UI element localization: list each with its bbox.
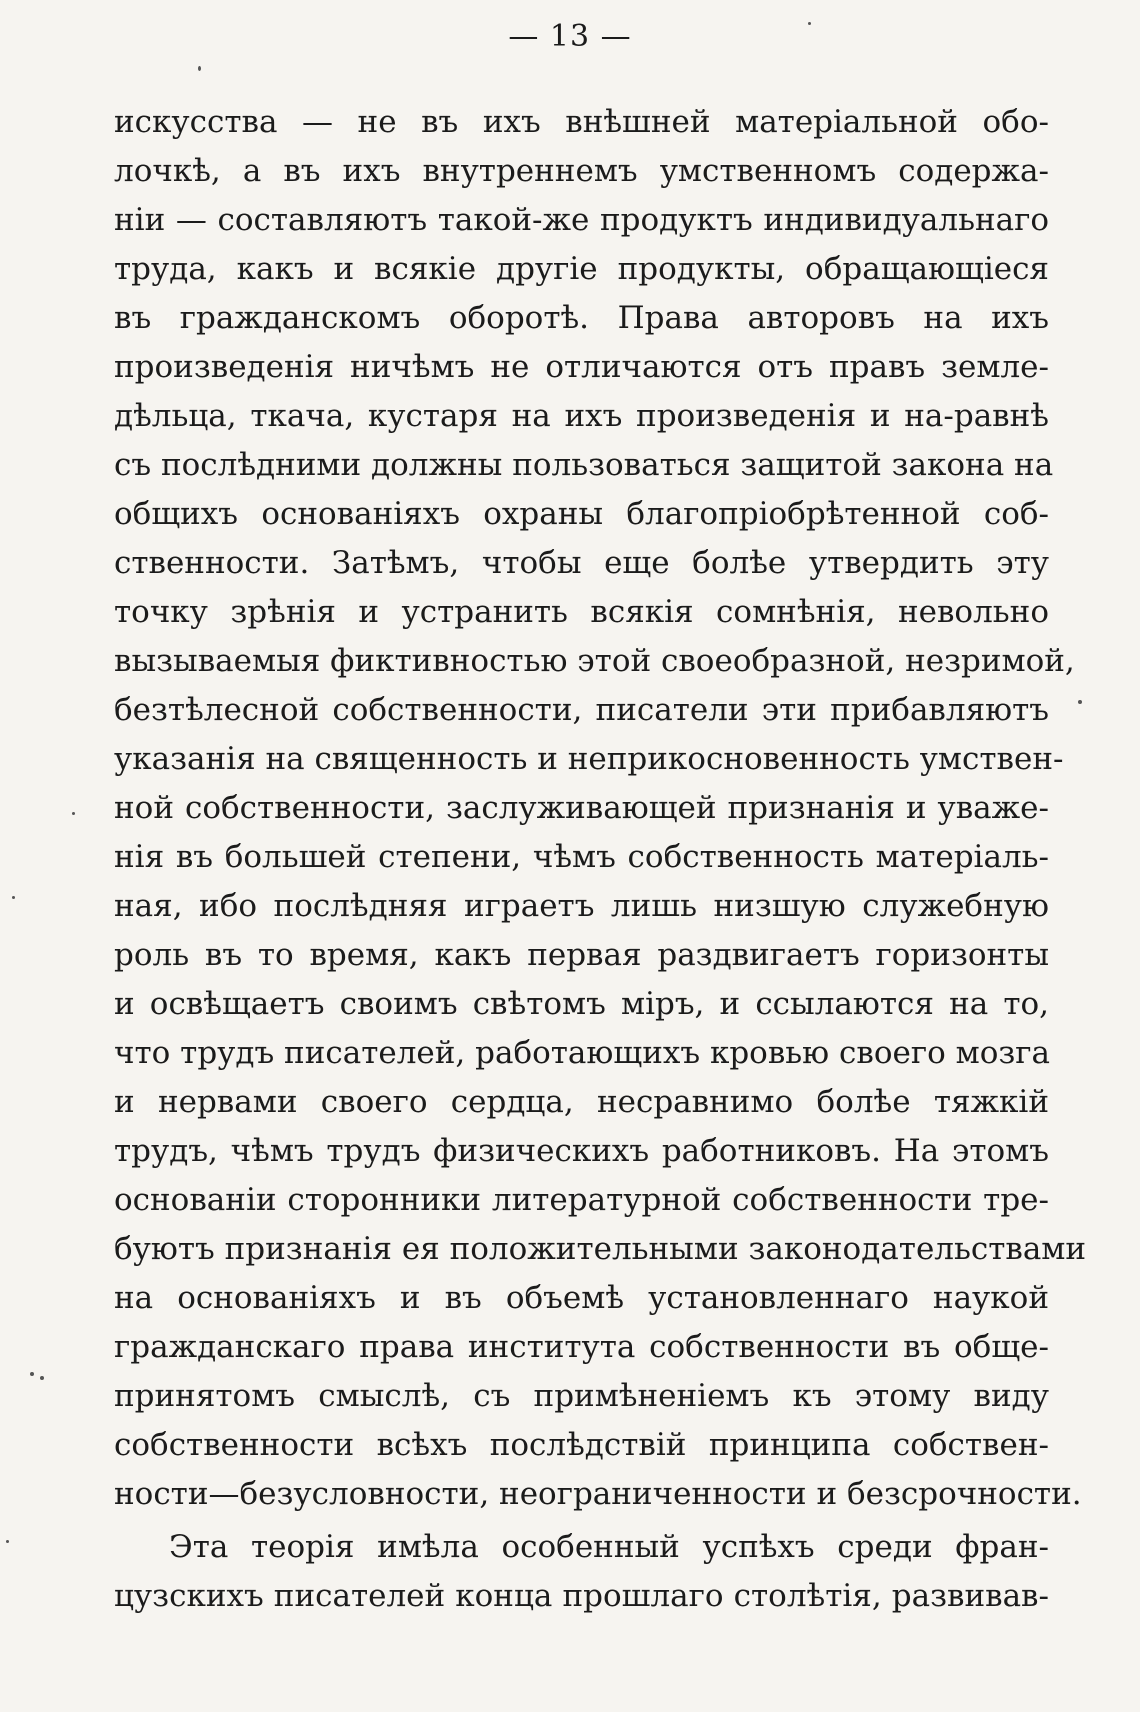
text-line: ніи — составляютъ такой-же продуктъ индивидуальнаго — [114, 202, 1049, 238]
text-line: ная, ибо послѣдняя играетъ лишь низшую служебную — [114, 888, 1049, 924]
scan-speck — [198, 66, 201, 71]
text-line: произведенія ничѣмъ не отличаются отъ правъ земле- — [114, 349, 1049, 385]
text-line: съ послѣдними должны пользоваться защитой закона на — [114, 447, 1054, 483]
text-line: общихъ основаніяхъ охраны благопріобрѣтенной соб- — [114, 496, 1049, 532]
text-line: буютъ признанія ея положительными законодательствами — [114, 1231, 1087, 1267]
body-text — [114, 98, 1087, 1621]
text-line: гражданскаго права института собственности въ обще- — [114, 1329, 1049, 1365]
text-line: основаніи сторонники литературной собственности тре- — [114, 1182, 1049, 1218]
text-line: вызываемыя фиктивностью этой своеобразной, незримой, — [114, 643, 1075, 679]
text-line: Эта теорія имѣла особенный успѣхъ среди фран- — [169, 1529, 1049, 1565]
scan-speck — [12, 896, 15, 899]
text-line: роль въ то время, какъ первая раздвигаетъ горизонты — [114, 937, 1049, 973]
text-line: трудъ, чѣмъ трудъ физическихъ работниковъ. На этомъ — [114, 1133, 1049, 1169]
text-line: нія въ большей степени, чѣмъ собственность матеріаль- — [114, 839, 1049, 875]
text-line: на основаніяхъ и въ объемѣ установленнаго наукой — [114, 1280, 1049, 1316]
text-line: ности—безусловности, неограниченности и безсрочности. — [114, 1476, 1082, 1512]
scan-speck — [1078, 700, 1082, 704]
text-line: и нервами своего сердца, несравнимо болѣе тяжкій — [114, 1084, 1049, 1120]
text-line: искусства — не въ ихъ внѣшней матеріальной обо- — [114, 104, 1049, 140]
text-line: и освѣщаетъ своимъ свѣтомъ міръ, и ссылаются на то, — [114, 986, 1049, 1022]
text-line: что трудъ писателей, работающихъ кровью своего мозга — [114, 1035, 1050, 1071]
paragraph-1 — [114, 98, 1087, 1519]
text-line: точку зрѣнія и устранить всякія сомнѣнія, невольно — [114, 594, 1049, 630]
scan-speck — [72, 812, 75, 815]
page-number: — 13 — — [508, 19, 632, 54]
text-line: лочкѣ, а въ ихъ внутреннемъ умственномъ содержа- — [114, 153, 1049, 189]
text-line: труда, какъ и всякіе другіе продукты, обращающіеся — [114, 251, 1049, 287]
scan-speck — [808, 22, 811, 25]
text-line: цузскихъ писателей конца прошлаго столѣтія, развивав- — [114, 1578, 1049, 1614]
text-line: указанія на священность и неприкосновенность умствен- — [114, 741, 1064, 777]
text-line: принятомъ смыслѣ, съ примѣненіемъ къ этому виду — [114, 1378, 1049, 1414]
scan-speck — [6, 1540, 9, 1543]
text-line: безтѣлесной собственности, писатели эти прибавляютъ — [114, 692, 1049, 728]
text-line: собственности всѣхъ послѣдствій принципа собствен- — [114, 1427, 1049, 1463]
paragraph-2 — [114, 1523, 1049, 1621]
text-line: дѣльца, ткача, кустаря на ихъ произведенія и на-равнѣ — [114, 398, 1049, 434]
text-line: въ гражданскомъ оборотѣ. Права авторовъ на ихъ — [114, 300, 1049, 336]
scan-speck — [40, 1376, 44, 1380]
text-line: ной собственности, заслуживающей признанія и уваже- — [114, 790, 1049, 826]
scan-speck — [30, 1372, 34, 1376]
text-line: ственности. Затѣмъ, чтобы еще болѣе утвердить эту — [114, 545, 1049, 581]
